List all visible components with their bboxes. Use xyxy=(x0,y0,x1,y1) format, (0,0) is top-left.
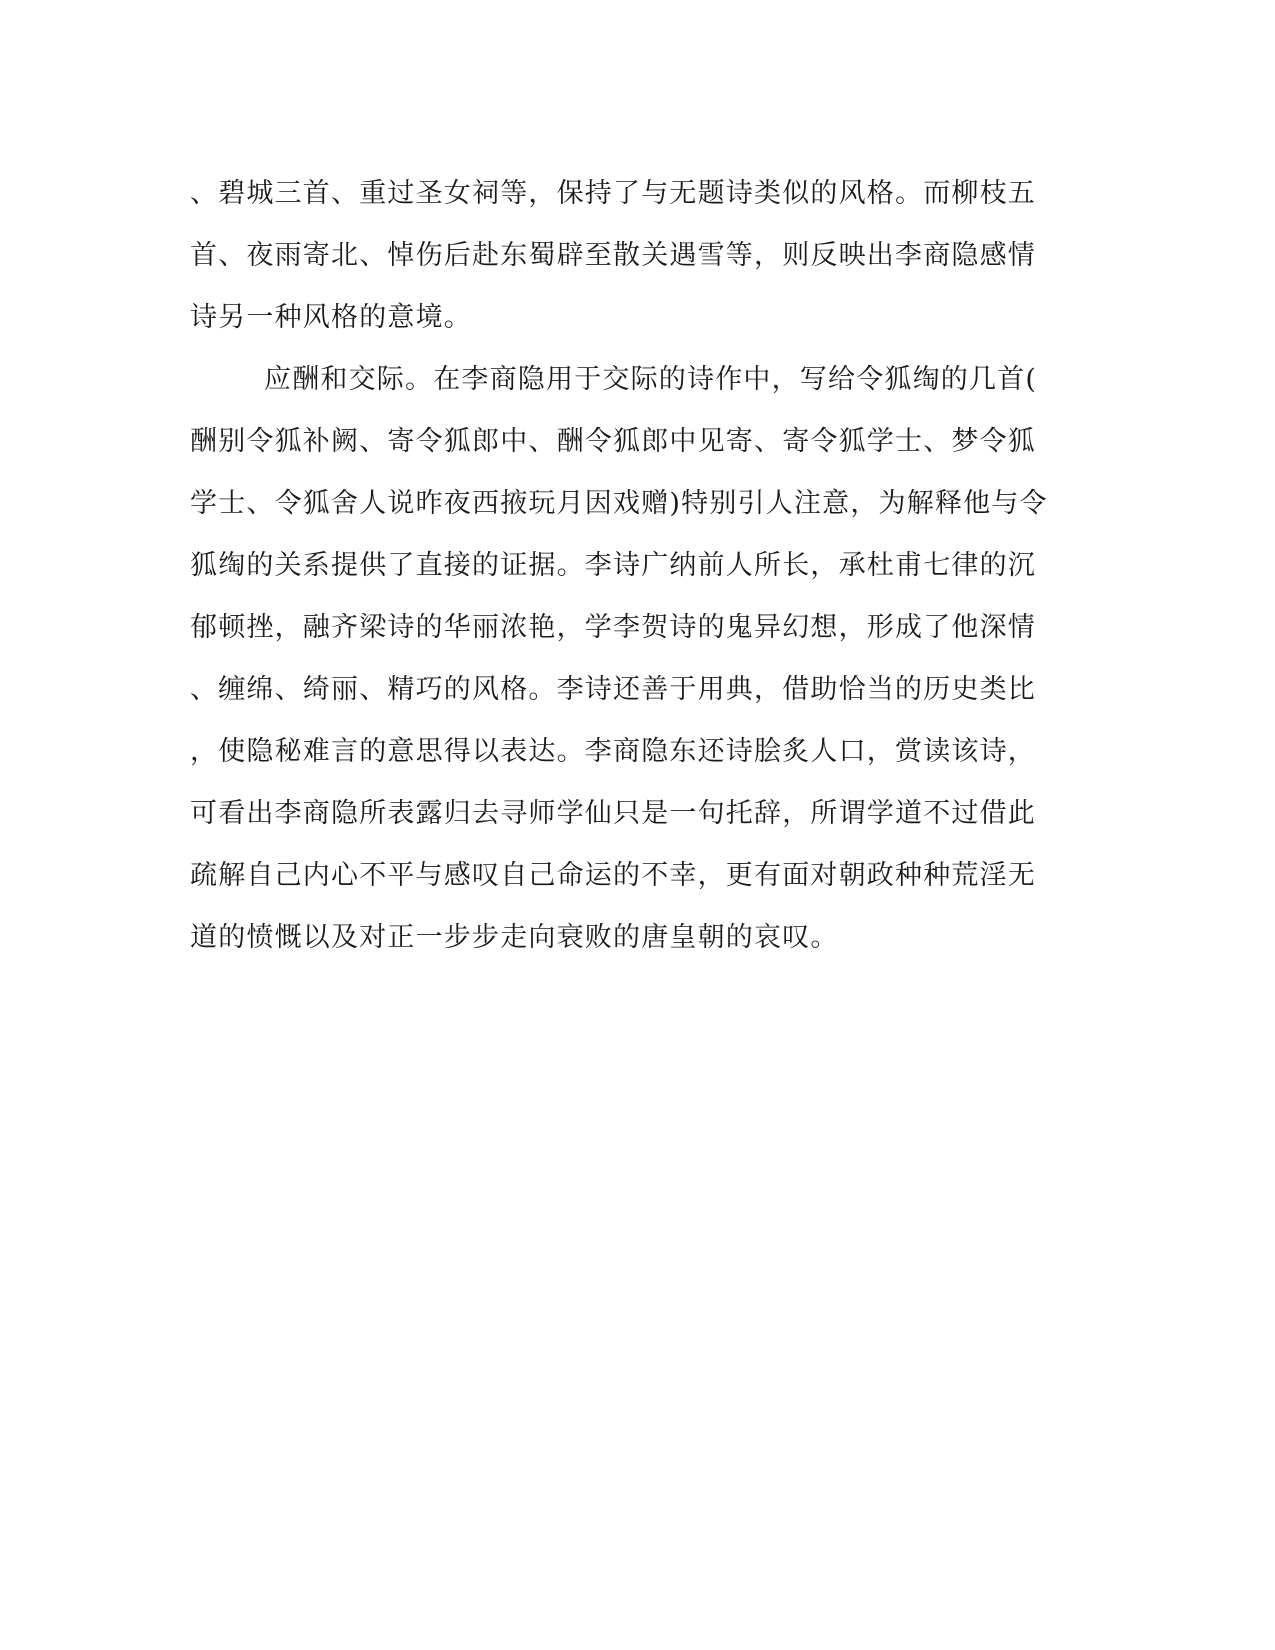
text-line: 酬别令狐补阙、寄令狐郎中、酬令狐郎中见寄、寄令狐学士、梦令狐 xyxy=(190,426,1036,457)
text-line: 道的愤慨以及对正一步步走向衰败的唐皇朝的哀叹。 xyxy=(190,922,839,953)
paragraph-first-line: 应酬和交际。在李商隐用于交际的诗作中，写给令狐绹的几首( xyxy=(264,364,1038,395)
text-line: 学士、令狐舍人说昨夜西掖玩月因戏赠)特别引人注意，为解释他与令 xyxy=(190,488,1048,519)
text-line: 、碧城三首、重过圣女祠等，保持了与无题诗类似的风格。而柳枝五 xyxy=(190,178,1036,209)
text-line: 可看出李商隐所表露归去寻师学仙只是一句托辞，所谓学道不过借此 xyxy=(190,798,1036,829)
body-text xyxy=(190,163,1090,969)
text-line: 狐绹的关系提供了直接的证据。李诗广纳前人所长，承杜甫七律的沉 xyxy=(190,550,1036,581)
text-line: 疏解自己内心不平与感叹自己命运的不幸，更有面对朝政种种荒淫无 xyxy=(190,860,1036,891)
text-line: 郁顿挫，融齐梁诗的华丽浓艳，学李贺诗的鬼异幻想，形成了他深情 xyxy=(190,612,1036,643)
text-line: 诗另一种风格的意境。 xyxy=(190,302,472,333)
text-line: 首、夜雨寄北、悼伤后赴东蜀辟至散关遇雪等，则反映出李商隐感情 xyxy=(190,240,1036,271)
text-line: ，使隐秘难言的意思得以表达。李商隐东还诗脍炙人口，赏读该诗， xyxy=(190,736,1036,767)
text-line: 、缠绵、绮丽、精巧的风格。李诗还善于用典，借助恰当的历史类比 xyxy=(190,674,1036,705)
